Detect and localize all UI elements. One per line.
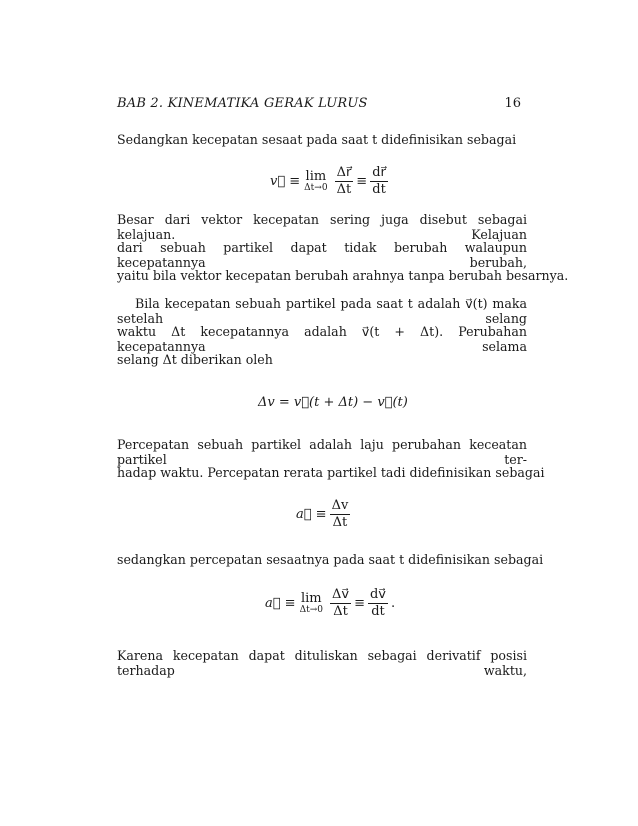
- paragraph-speed-line-3: yaitu bila vektor kecepatan berubah arahnya tanpa berubah besarnya.: [117, 268, 569, 283]
- eq4-equiv: ≡: [354, 596, 365, 612]
- paragraph-acceleration-line-1: Percepatan sebuah partikel adalah laju perubahan keceatan partikel ter-: [117, 437, 527, 468]
- paragraph-speed-line-2: dari sebuah partikel dapat tidak berubah walaupun kecepatannya berubah,: [117, 240, 527, 271]
- eq4-period: .: [390, 596, 396, 612]
- eq4-limit: [300, 592, 323, 615]
- eq1-fraction-delta: [335, 166, 354, 198]
- eq2-body: Δv = v⃗(t + Δt) − v⃗(t): [258, 395, 408, 410]
- eq4-frac2-den: dt: [371, 604, 385, 620]
- paragraph-derivative-position: Karena kecepatan dapat dituliskan sebagai derivatif posisi terhadap waktu,: [117, 648, 527, 679]
- paragraph-instant-acceleration: sedangkan percepatan sesaatnya pada saat t didefinisikan sebagai: [117, 552, 544, 567]
- equation-average-acceleration: [296, 499, 353, 531]
- paragraph-velocity-definition: Sedangkan kecepatan sesaat pada saat t didefinisikan sebagai: [117, 132, 517, 147]
- eq3-lhs: a⃗ ≡: [296, 507, 327, 523]
- eq3-fraction: [330, 499, 351, 531]
- eq1-frac2-num: dr⃗: [370, 166, 388, 182]
- running-header: [117, 96, 521, 111]
- chapter-title: BAB 2. KINEMATIKA GERAK LURUS: [117, 96, 368, 111]
- paragraph-speed-line-1: Besar dari vektor kecepatan sering juga disebut sebagai kelajuan. Kelajuan: [117, 212, 527, 243]
- eq3-den: Δt: [332, 515, 348, 531]
- paragraph-velocity-change-line-3: selang Δt diberikan oleh: [117, 352, 273, 367]
- eq1-fraction-derivative: [370, 166, 388, 198]
- eq1-limit: [304, 170, 327, 193]
- equation-instant-acceleration: [265, 588, 395, 620]
- eq1-frac2-den: dt: [372, 182, 386, 198]
- eq1-lim-sub: Δt→0: [304, 183, 328, 194]
- eq4-frac1-den: Δt: [333, 604, 348, 620]
- paragraph-acceleration-line-2: hadap waktu. Percepatan rerata partikel tadi didefinisikan sebagai: [117, 465, 545, 480]
- eq4-lhs: a⃗ ≡: [265, 596, 296, 612]
- page-number: 16: [504, 96, 521, 111]
- eq4-fraction-delta: [330, 588, 351, 620]
- equation-velocity-change: [258, 395, 408, 410]
- eq1-lim-op: lim: [305, 169, 327, 185]
- eq4-fraction-derivative: [368, 588, 388, 620]
- eq3-num: Δv: [330, 499, 351, 515]
- eq1-lhs: v⃗ ≡: [270, 174, 301, 190]
- paragraph-velocity-change-line-1: Bila kecepatan sebuah partikel pada saat t adalah v⃗(t) maka setelah selang: [117, 296, 527, 327]
- eq1-frac1-den: Δt: [336, 182, 352, 198]
- eq4-frac1-num: Δv⃗: [330, 588, 351, 604]
- equation-instant-velocity: [270, 166, 391, 198]
- paragraph-velocity-change-line-2: waktu Δt kecepatannya adalah v⃗(t + Δt). Perubahan kecepatannya selama: [117, 324, 527, 355]
- eq4-lim-op: lim: [300, 591, 322, 607]
- eq4-lim-sub: Δt→0: [299, 605, 323, 616]
- eq1-equiv: ≡: [356, 174, 368, 190]
- eq1-frac1-num: Δr⃗: [335, 166, 354, 182]
- eq4-frac2-num: dv⃗: [368, 588, 388, 604]
